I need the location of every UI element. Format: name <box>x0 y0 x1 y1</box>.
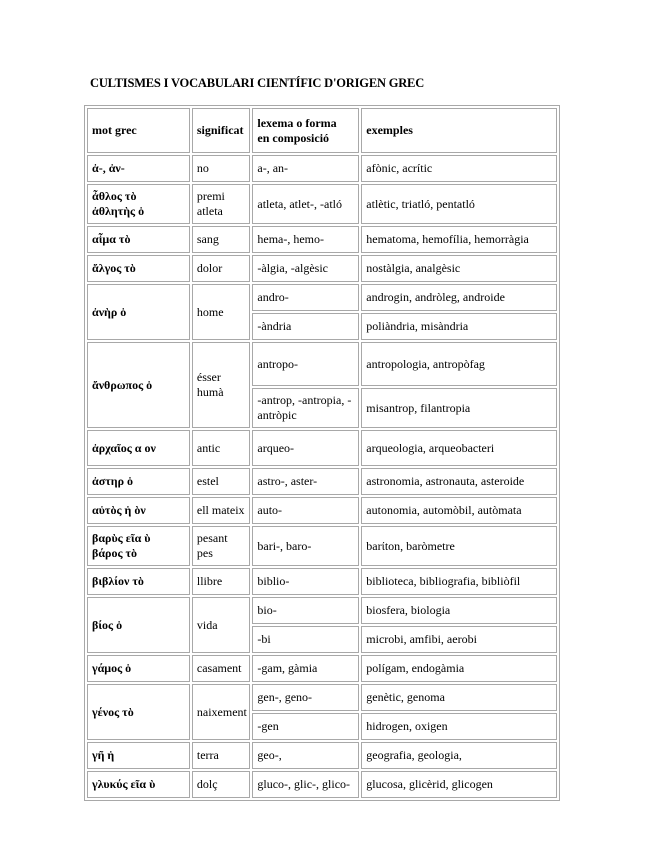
meaning-cell <box>192 597 251 653</box>
lexeme-cell <box>252 626 359 653</box>
table-row <box>87 568 557 595</box>
lexeme-cell <box>252 388 359 428</box>
greek-word-cell <box>87 684 190 740</box>
table-row <box>87 342 557 386</box>
lexeme-cell <box>252 655 359 682</box>
meaning-cell <box>192 497 251 524</box>
examples-cell: microbi, amfibi, aerobi <box>361 626 557 653</box>
lexeme-text: astro-, aster- <box>257 474 318 488</box>
greek-word-cell <box>87 597 190 653</box>
greek-word: ἄνθρωπος ὁ <box>92 377 153 392</box>
table-row <box>87 597 557 624</box>
examples-cell: geografia, geologia, <box>361 742 557 769</box>
greek-word: γλυκύς εῖα ὺ <box>92 777 156 791</box>
header-meaning: significat <box>192 108 251 153</box>
greek-word-cell <box>87 342 190 428</box>
lexeme-text: gluco-, glic-, glico- <box>257 777 351 791</box>
meaning-cell <box>192 771 251 798</box>
greek-word-cell <box>87 568 190 595</box>
meaning-cell <box>192 342 251 428</box>
greek-word-cell <box>87 184 190 224</box>
lexeme-cell <box>252 597 359 624</box>
lexeme-text: bio- <box>257 603 277 617</box>
examples-cell: astronomia, astronauta, asteroide <box>361 468 557 495</box>
table-row <box>87 684 557 711</box>
lexeme-cell <box>252 430 359 466</box>
meaning-text: vida <box>196 617 218 632</box>
meaning-text: no <box>196 161 209 175</box>
meaning-text: humà <box>196 385 224 399</box>
lexeme-text: auto- <box>257 503 283 517</box>
examples-cell: poliàndria, misàndria <box>361 313 557 340</box>
greek-word: γάμος ὁ <box>92 661 132 675</box>
meaning-text: ell mateix <box>196 503 245 517</box>
lexeme-cell <box>252 713 359 740</box>
lexeme-text: -gam, gàmia <box>257 661 318 675</box>
lexeme-cell <box>252 284 359 311</box>
header-lexeme-line1: lexema o forma <box>257 115 337 130</box>
table-row <box>87 771 557 798</box>
meaning-cell <box>192 284 251 340</box>
meaning-text: dolç <box>196 777 218 791</box>
greek-word: ἀστηρ ὁ <box>92 474 133 488</box>
lexeme-cell <box>252 742 359 769</box>
meaning-cell <box>192 255 251 282</box>
greek-word: ἄλγος τὸ <box>92 261 136 275</box>
meaning-cell <box>192 742 251 769</box>
lexeme-text: -antrop, -antropia, - <box>257 393 352 407</box>
greek-word-cell <box>87 526 190 566</box>
table-header-row <box>87 108 557 153</box>
table-row <box>87 742 557 769</box>
lexeme-cell <box>252 155 359 182</box>
meaning-text: pes <box>196 546 213 560</box>
greek-word: γένος τὸ <box>92 704 134 719</box>
examples-cell: autonomia, automòbil, autòmata <box>361 497 557 524</box>
greek-word: ἀρχαῖος α ον <box>92 440 156 455</box>
greek-word: βίος ὁ <box>92 617 123 632</box>
table-row <box>87 497 557 524</box>
meaning-text: terra <box>196 748 219 762</box>
greek-word: γῆ ἡ <box>92 748 115 762</box>
meaning-text: casament <box>196 661 242 675</box>
lexeme-cell <box>252 342 359 386</box>
examples-cell: misantrop, filantropia <box>361 388 557 428</box>
examples-cell: polígam, endogàmia <box>361 655 557 682</box>
lexeme-text: antropo- <box>257 356 299 371</box>
meaning-text: llibre <box>196 574 223 588</box>
lexeme-text: arqueo- <box>257 440 295 455</box>
lexeme-text: andro- <box>257 290 289 304</box>
meaning-cell <box>192 155 251 182</box>
table-row <box>87 655 557 682</box>
examples-cell: hematoma, hemofília, hemorràgia <box>361 226 557 253</box>
examples-cell: barίton, baròmetre <box>361 526 557 566</box>
lexeme-text: antròpic <box>257 408 297 422</box>
greek-word: βιβλίον τὸ <box>92 574 144 588</box>
lexeme-text: -gen <box>257 719 279 733</box>
table-row <box>87 226 557 253</box>
lexeme-cell <box>252 313 359 340</box>
greek-word-cell <box>87 284 190 340</box>
lexeme-text: a-, an- <box>257 161 289 175</box>
meaning-cell <box>192 468 251 495</box>
meaning-cell <box>192 655 251 682</box>
table-row <box>87 284 557 311</box>
examples-cell: hidrogen, oxigen <box>361 713 557 740</box>
meaning-text: antic <box>196 440 221 455</box>
header-examples: exemples <box>361 108 557 153</box>
examples-cell: afònic, acrític <box>361 155 557 182</box>
greek-word: βάρος τὸ <box>92 546 138 560</box>
lexeme-cell <box>252 468 359 495</box>
examples-cell: androgin, andròleg, androide <box>361 284 557 311</box>
table-row <box>87 430 557 466</box>
greek-word-cell <box>87 655 190 682</box>
examples-cell: atlètic, triatló, pentatló <box>361 184 557 224</box>
greek-word-cell <box>87 742 190 769</box>
greek-word-cell <box>87 155 190 182</box>
meaning-text: dolor <box>196 261 223 275</box>
examples-cell: biblioteca, bibliografia, bibliòfil <box>361 568 557 595</box>
meaning-cell <box>192 568 251 595</box>
greek-word-cell <box>87 468 190 495</box>
meaning-text: naixement <box>196 704 247 719</box>
meaning-cell <box>192 430 251 466</box>
meaning-cell <box>192 684 251 740</box>
meaning-text: sang <box>196 232 219 246</box>
greek-word: βαρὺς εῖα ὺ <box>92 531 151 545</box>
table-row <box>87 155 557 182</box>
greek-word-cell <box>87 430 190 466</box>
greek-word: ἀνὴρ ὁ <box>92 304 127 319</box>
examples-cell: antropologia, antropòfag <box>361 342 557 386</box>
lexeme-text: geo-, <box>257 748 282 762</box>
examples-cell: arqueologia, arqueobacteri <box>361 430 557 466</box>
page-title: CULTISMES I VOCABULARI CIENTÍFIC D'ORIGEN GREC <box>90 76 425 90</box>
lexeme-text: biblio- <box>257 574 290 588</box>
meaning-cell <box>192 226 251 253</box>
meaning-text: estel <box>196 474 219 488</box>
lexeme-text: bari-, baro- <box>257 538 312 553</box>
greek-word-cell <box>87 255 190 282</box>
examples-cell: biosfera, biologia <box>361 597 557 624</box>
table-row <box>87 184 557 224</box>
table-row <box>87 468 557 495</box>
meaning-cell <box>192 184 251 224</box>
lexeme-text: -bi <box>257 632 271 646</box>
lexeme-cell <box>252 497 359 524</box>
lexeme-text: -àndria <box>257 319 292 333</box>
lexeme-cell <box>252 226 359 253</box>
greek-word: αἷμα τὸ <box>92 232 131 246</box>
vocabulary-table-body <box>87 108 557 798</box>
lexeme-cell <box>252 255 359 282</box>
lexeme-cell <box>252 526 359 566</box>
header-lexeme <box>252 108 359 153</box>
lexeme-text: -àlgia, -algèsic <box>257 261 329 275</box>
meaning-text: ésser <box>196 370 221 384</box>
greek-word-cell <box>87 497 190 524</box>
meaning-text: home <box>196 304 224 319</box>
header-lexeme-line2: en composició <box>257 130 330 145</box>
meaning-text: premi <box>196 189 225 203</box>
lexeme-text: hema-, hemo- <box>257 232 325 246</box>
examples-cell: nostàlgia, analgèsic <box>361 255 557 282</box>
greek-word: ἆθλος τὸ <box>92 189 137 203</box>
examples-cell: genètic, genoma <box>361 684 557 711</box>
header-word: mot grec <box>87 108 190 153</box>
meaning-cell <box>192 526 251 566</box>
lexeme-cell <box>252 568 359 595</box>
examples-cell: glucosa, glicèrid, glicogen <box>361 771 557 798</box>
greek-word-cell <box>87 226 190 253</box>
table-row <box>87 526 557 566</box>
greek-word: αὐτὸς ἡ ὸν <box>92 503 146 517</box>
lexeme-text: gen-, geno- <box>257 690 313 704</box>
greek-word-cell <box>87 771 190 798</box>
lexeme-cell <box>252 771 359 798</box>
lexeme-cell <box>252 684 359 711</box>
table-row <box>87 255 557 282</box>
meaning-text: atleta <box>196 204 223 218</box>
lexeme-text: atleta, atlet-, -atló <box>257 196 342 211</box>
meaning-text: pesant <box>196 531 228 545</box>
vocabulary-table <box>84 105 560 801</box>
lexeme-cell <box>252 184 359 224</box>
greek-word: ἀ-, ἀν- <box>92 161 125 175</box>
greek-word: ἀθλητὴς ὁ <box>92 204 145 218</box>
